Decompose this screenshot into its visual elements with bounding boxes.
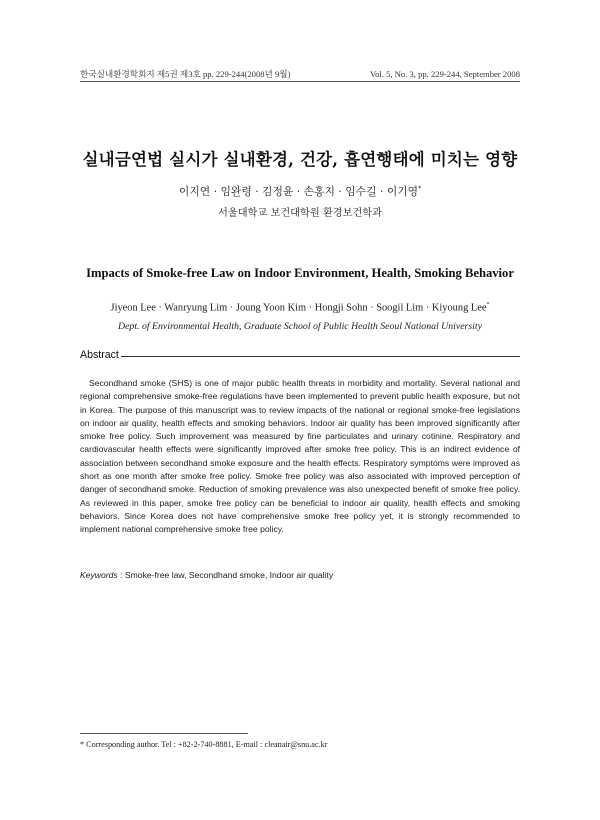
- korean-affiliation: 서울대학교 보건대학원 환경보건학과: [218, 208, 382, 219]
- keywords-text: Smoke-free law, Secondhand smoke, Indoor air quality: [124, 570, 334, 580]
- running-header: [80, 68, 520, 80]
- keywords-label: Keywords: [80, 570, 118, 580]
- journal-citation-english: Vol. 5, No. 3, pp. 229-244, September 2008: [370, 69, 520, 79]
- korean-authors: [0, 184, 600, 199]
- footnote-divider: [80, 733, 248, 734]
- keywords: [80, 570, 520, 580]
- footnote: * Corresponding author. Tel : +82-2-740-8881, E-mail : cleanair@snu.ac.kr: [80, 740, 328, 749]
- corresponding-author-mark: *: [418, 185, 422, 193]
- abstract-heading-row: [80, 349, 520, 361]
- english-title: Impacts of Smoke-free Law on Indoor Environment, Health, Smoking Behavior: [86, 266, 514, 280]
- journal-citation-korean: 한국실내환경학회지 제5권 제3호 pp. 229-244(2008년 9월): [80, 69, 291, 79]
- english-affiliation: Dept. of Environmental Health, Graduate School of Public Health Seoul National University: [118, 321, 482, 332]
- abstract-heading: Abstract: [80, 349, 119, 361]
- korean-title: 실내금연법 실시가 실내환경, 건강, 흡연행태에 미치는 영향: [82, 150, 518, 169]
- english-authors: [0, 302, 600, 313]
- english-author-list: Jiyeon Lee · Wanryung Lim · Joung Yoon Kim · Hongji Sohn · Soogil Lim · Kiyoung Lee: [110, 302, 487, 314]
- keywords-separator: :: [117, 570, 125, 580]
- abstract-body: Secondhand smoke (SHS) is one of major public health threats in morbidity and mortality. Several national and regional comprehensive smoke-free regulations have been implemented to prevent public health exposure, but not in Korea. The purpose of this manuscript was to review impacts of the national or regional smoke-free legislations on indoor air quality, health effects and smoking behaviors. Indoor air quality has been improved significantly after smoke free policy. Such improvement was measured by fine particulates and urinary cotinine. Respiratory and cardiovascular health effects were significantly improved after smoke free policy. This is an indirect evidence of association between secondhand smoke exposure and the health effects. Respiratory symptoms were improved as short as one month after smoke free policy. Smoke free policy was also associated with improved perception of danger of secondhand smoke. Reduction of smoking prevalence was also unexpected benefit of smoke free policy. As reviewed in this paper, smoke free policy can be beneficial to indoor air quality, health effects and smoking behaviors. Since Korea does not have comprehensive smoke free policy yet, it is strongly recommended to implement national comprehensive smoke free policy.: [80, 378, 520, 535]
- korean-author-list: 이지연 · 임완령 · 김정윤 · 손홍지 · 임수길 · 이기영: [178, 185, 419, 198]
- header-divider: [80, 81, 520, 82]
- corresponding-author-mark: *: [486, 302, 490, 308]
- abstract-divider: [121, 356, 520, 357]
